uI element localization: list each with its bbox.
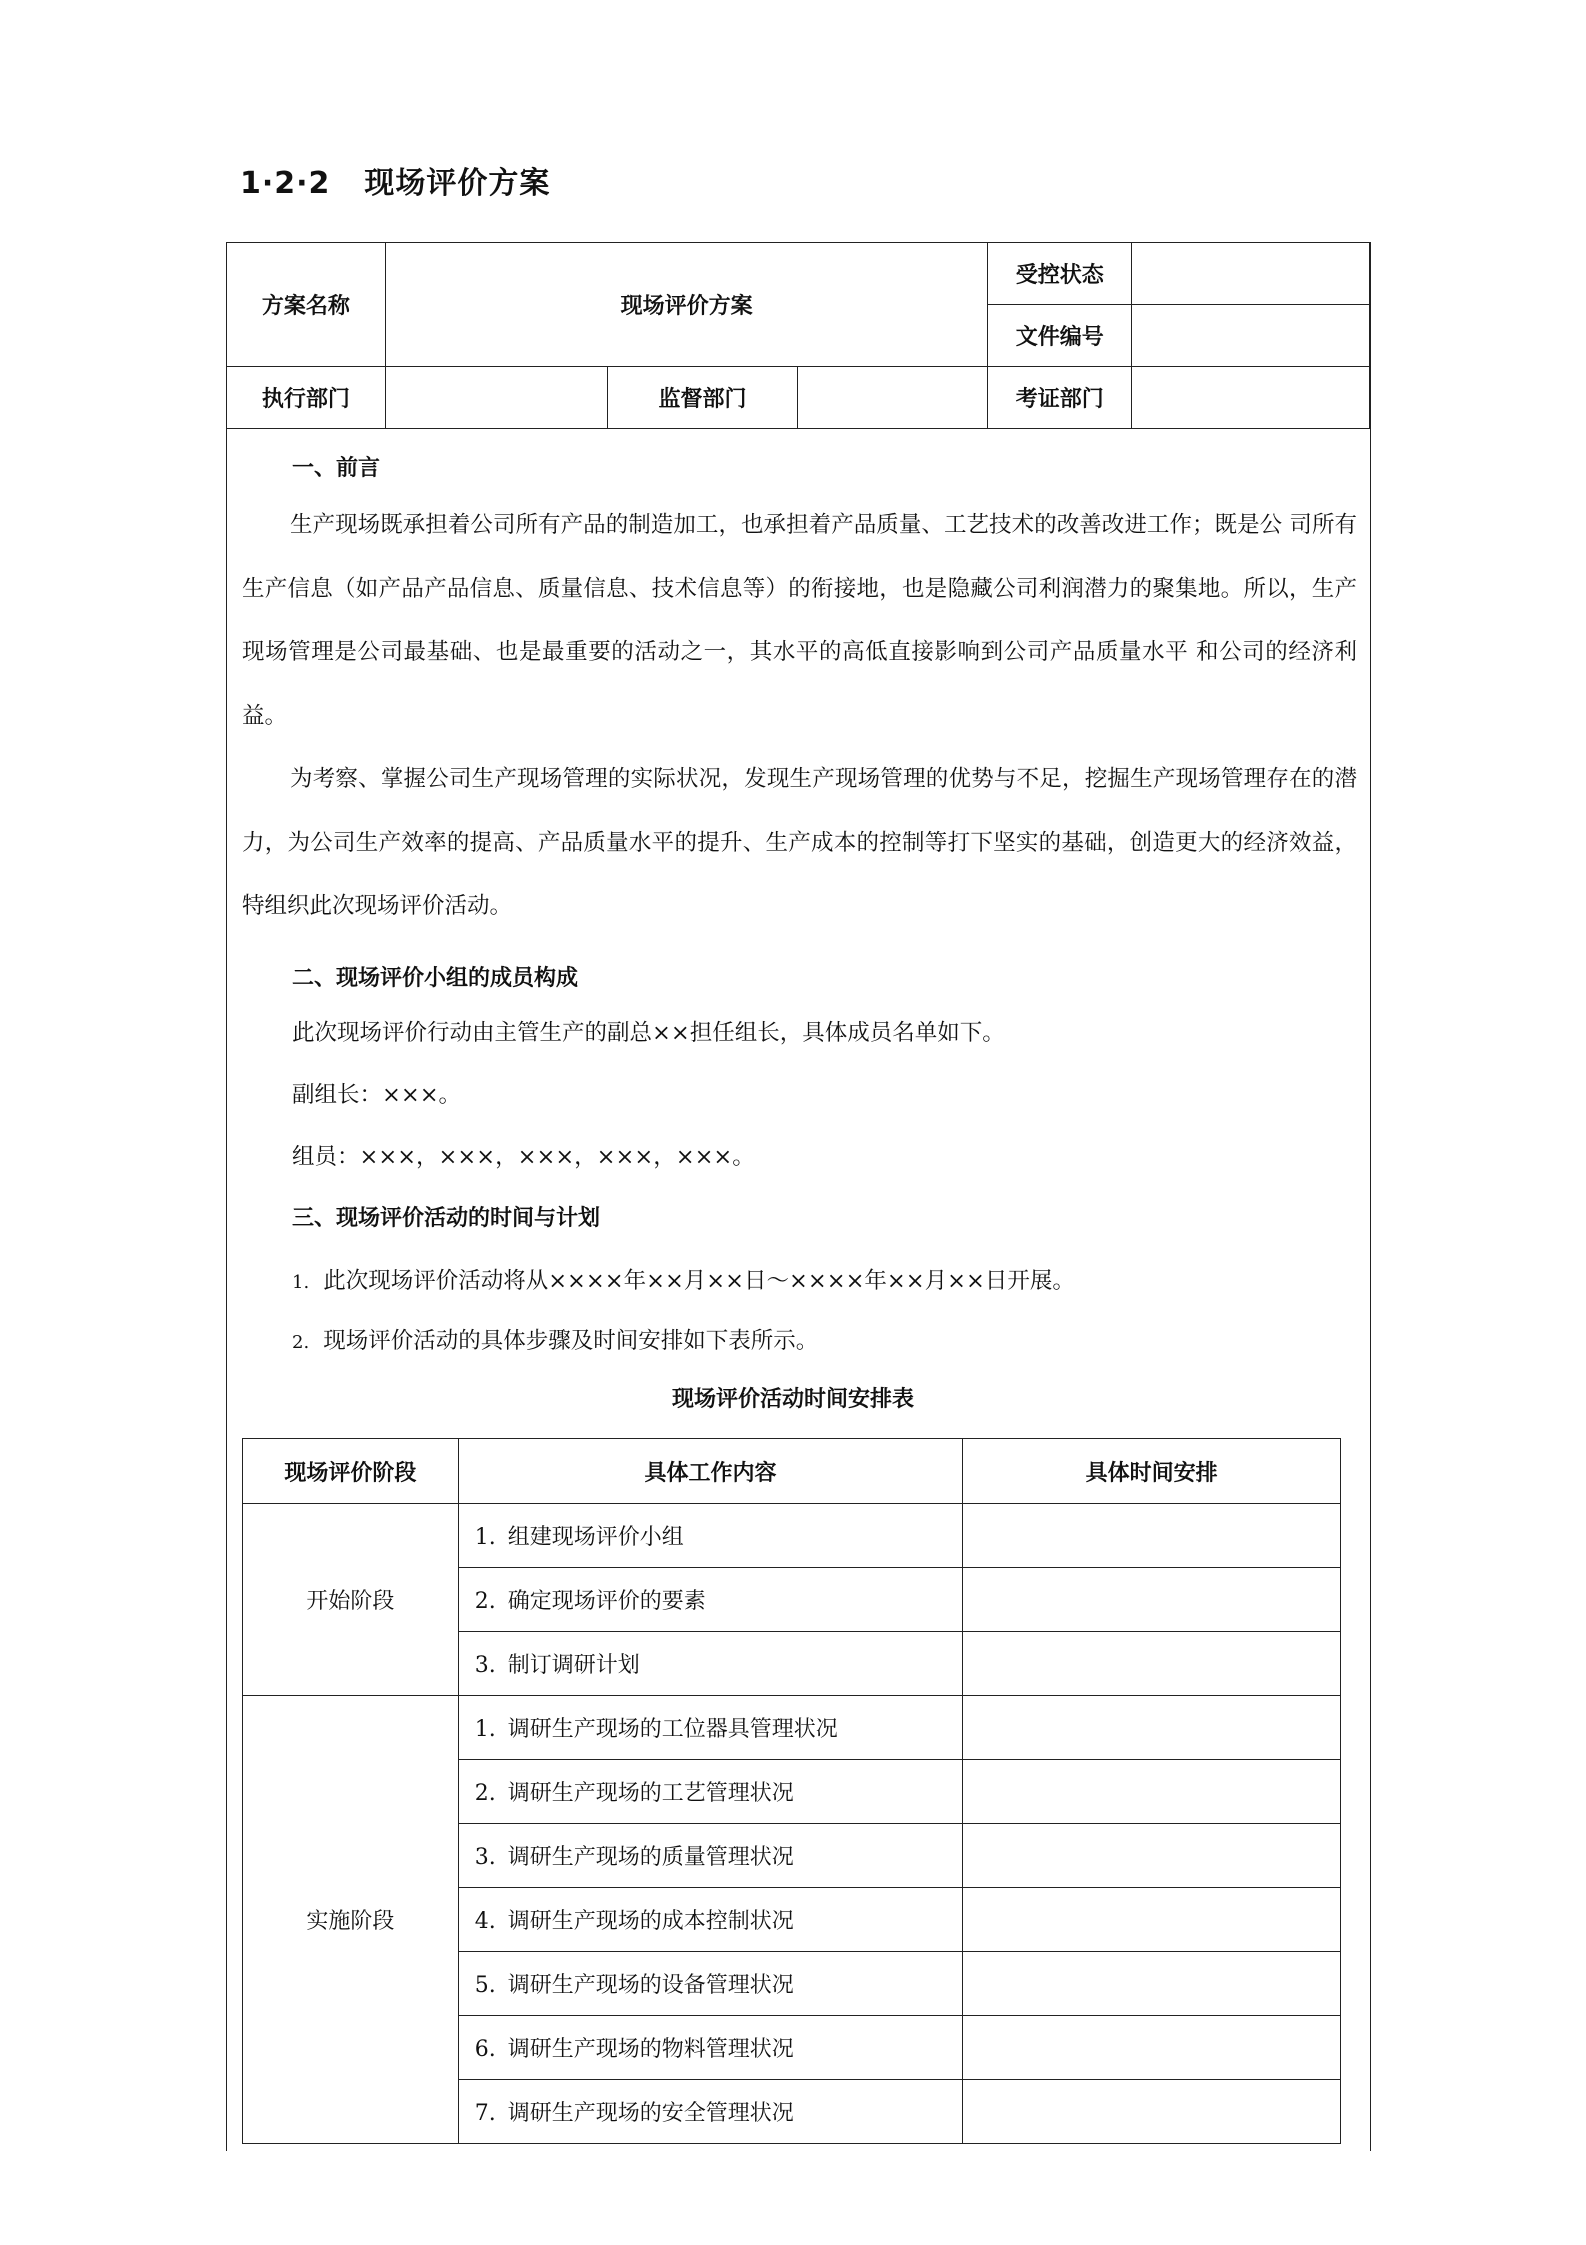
schedule-item-2-text: 现场评价活动的具体步骤及时间安排如下表所示。: [323, 1328, 819, 1354]
header-content: 具体工作内容: [458, 1439, 963, 1504]
schedule-item-1: [292, 1263, 1075, 1295]
section3-title: 三、现场评价活动的时间与计划: [292, 1206, 601, 1231]
table-row: [243, 1504, 1341, 1568]
schedule-table: [242, 1438, 1341, 2144]
work-content-cell: 7. 调研生产现场的安全管理状况: [458, 2080, 963, 2144]
schedule-item-1-text: 此次现场评价活动将从××××年××月××日～××××年××月××日开展。: [323, 1268, 1075, 1294]
control-status-value: [1132, 243, 1370, 305]
time-cell: [963, 2016, 1341, 2080]
section-number: 1·2·2: [240, 166, 331, 201]
header-table: [226, 242, 1370, 429]
section1-title: 一、前言: [292, 456, 381, 481]
section-title: 现场评价方案: [364, 166, 551, 201]
time-cell: [963, 1952, 1341, 2016]
stage-cell: 实施阶段: [243, 1696, 459, 2144]
work-content-cell: 3. 调研生产现场的质量管理状况: [458, 1824, 963, 1888]
work-content-cell: 5. 调研生产现场的设备管理状况: [458, 1952, 963, 2016]
supervise-dept-label: 监督部门: [607, 367, 798, 429]
time-cell: [963, 1696, 1341, 1760]
plan-name-label: 方案名称: [227, 243, 386, 367]
exec-dept-value: [385, 367, 607, 429]
work-content-cell: 3. 制订调研计划: [458, 1632, 963, 1696]
plan-name-value: 现场评价方案: [385, 243, 987, 367]
table-row: [243, 1696, 1341, 1760]
control-status-label: 受控状态: [988, 243, 1132, 305]
time-cell: [963, 1568, 1341, 1632]
deputy-leader-line: 副组长：×××。: [292, 1082, 462, 1108]
work-content-cell: 2. 确定现场评价的要素: [458, 1568, 963, 1632]
time-cell: [963, 2080, 1341, 2144]
exec-dept-label: 执行部门: [227, 367, 386, 429]
schedule-item-1-number: 1.: [292, 1272, 310, 1293]
section2-title: 二、现场评价小组的成员构成: [292, 966, 579, 991]
time-cell: [963, 1504, 1341, 1568]
work-content-cell: 2. 调研生产现场的工艺管理状况: [458, 1760, 963, 1824]
verify-dept-label: 考证部门: [988, 367, 1132, 429]
time-cell: [963, 1888, 1341, 1952]
preface-paragraph-1: 生产现场既承担着公司所有产品的制造加工，也承担着产品质量、工艺技术的改善改进工作；既是公 司所有生产信息（如产品产品信息、质量信息、技术信息等）的衔接地，也是隐藏公司利润潜力的聚集地。所以，生产现场管理是公司最基础、也是最重要的活动之一，其水平的高低直接影响到公司产品质量水平 和公司的经济利益。: [242, 512, 1357, 729]
table-caption: 现场评价活动时间安排表: [671, 1387, 914, 1412]
preface-paragraph-2: 为考察、掌握公司生产现场管理的实际状况，发现生产现场管理的优势与不足，挖掘生产现场管理存在的潜力，为公司生产效率的提高、产品质量水平的提升、生产成本的控制等打下坚实的基础，创造更大的经济效益，特组织此次现场评价活动。: [242, 766, 1357, 919]
stage-cell: 开始阶段: [243, 1504, 459, 1696]
header-stage: 现场评价阶段: [243, 1439, 459, 1504]
supervise-dept-value: [798, 367, 988, 429]
work-content-cell: 6. 调研生产现场的物料管理状况: [458, 2016, 963, 2080]
time-cell: [963, 1824, 1341, 1888]
file-number-label: 文件编号: [988, 305, 1132, 367]
section1-body: [242, 494, 1357, 939]
members-line: 组员：×××，×××，×××，×××，×××。: [292, 1144, 755, 1170]
time-cell: [963, 1760, 1341, 1824]
header-time: 具体时间安排: [963, 1439, 1341, 1504]
work-content-cell: 4. 调研生产现场的成本控制状况: [458, 1888, 963, 1952]
verify-dept-value: [1132, 367, 1370, 429]
file-number-value: [1132, 305, 1370, 367]
work-content-cell: 1. 组建现场评价小组: [458, 1504, 963, 1568]
work-content-cell: 1. 调研生产现场的工位器具管理状况: [458, 1696, 963, 1760]
team-leader-line: 此次现场评价行动由主管生产的副总××担任组长，具体成员名单如下。: [292, 1020, 1005, 1046]
schedule-item-2-number: 2.: [292, 1332, 310, 1353]
time-cell: [963, 1632, 1341, 1696]
section-heading: [240, 158, 550, 202]
schedule-item-2: [292, 1323, 818, 1355]
